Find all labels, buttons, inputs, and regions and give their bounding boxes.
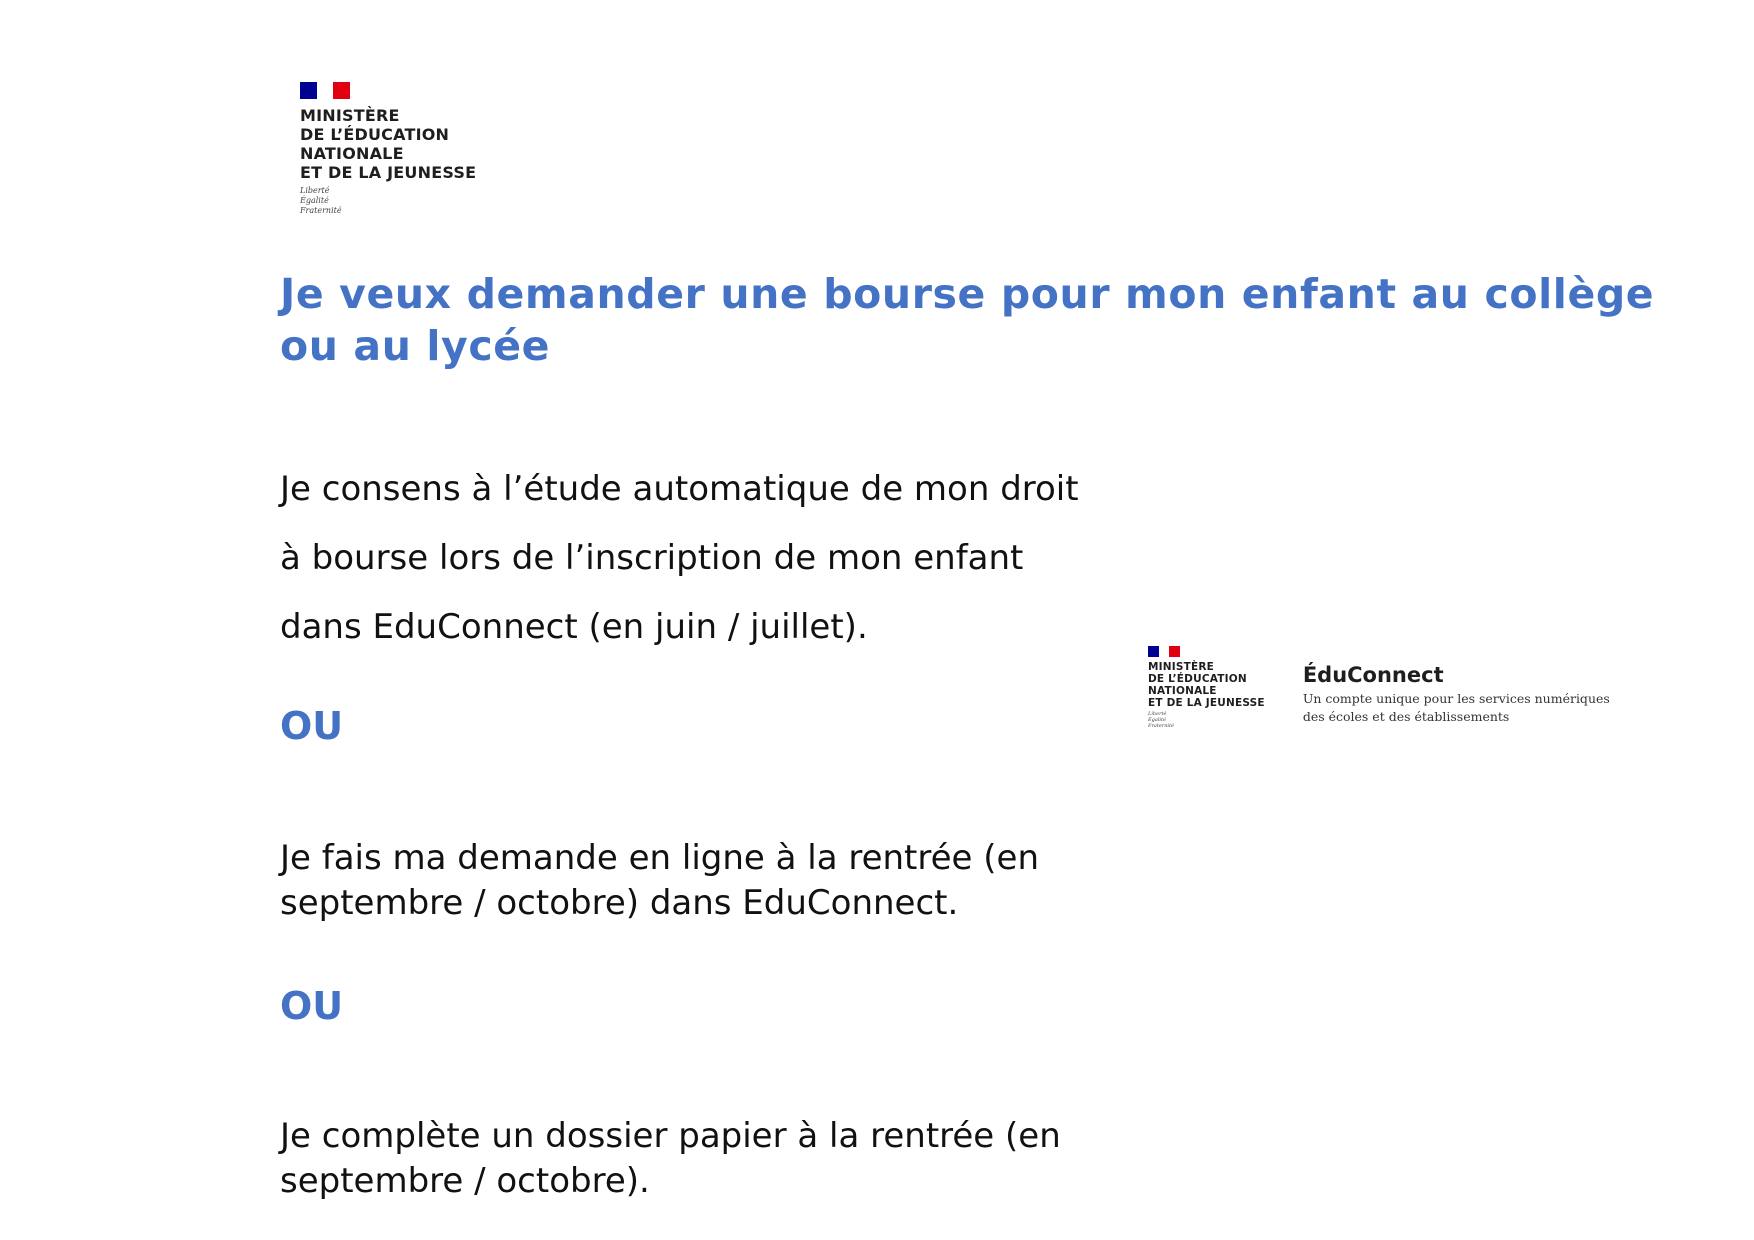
motto-line: Fraternité — [300, 206, 342, 215]
page-title: Je veux demander une bourse pour mon enfant au collège ou au lycée — [280, 270, 1655, 370]
ministry-name-line: DE L’ÉDUCATION — [1148, 673, 1247, 685]
motto-line: Liberté — [1148, 711, 1167, 717]
french-flag-icon — [1148, 646, 1180, 657]
option-text-line: à bourse lors de l’inscription de mon enfant — [280, 538, 1024, 578]
tagline-line: Un compte unique pour les services numériques — [1302, 691, 1610, 706]
republic-motto — [1148, 711, 1265, 729]
educonnect-tagline — [1303, 690, 1610, 726]
tagline-line: des écoles et des établissements — [1302, 709, 1510, 724]
option-text-line: septembre / octobre) dans EduConnect. — [280, 883, 959, 923]
ministry-name-line: ET DE LA JEUNESSE — [300, 163, 477, 182]
ministry-logo — [300, 82, 476, 216]
option-automatic-study — [280, 455, 1079, 662]
ministry-name-line: NATIONALE — [300, 144, 404, 163]
educonnect-ministry-block — [1148, 646, 1265, 729]
ministry-name — [1148, 661, 1265, 709]
option-text-line: Je consens à l’étude automatique de mon droit — [280, 469, 1079, 509]
option-text-line: dans EduConnect (en juin / juillet). — [280, 607, 868, 647]
ministry-name-line: MINISTÈRE — [1148, 661, 1215, 673]
motto-line: Égalité — [300, 196, 329, 205]
educonnect-logo — [1148, 646, 1610, 729]
ministry-name-line: MINISTÈRE — [300, 106, 400, 125]
motto-line: Liberté — [300, 186, 330, 195]
ministry-name-line: DE L’ÉDUCATION — [300, 125, 450, 144]
option-text-line: septembre / octobre). — [280, 1161, 650, 1201]
ministry-name-line: NATIONALE — [1148, 685, 1217, 697]
motto-line: Égalité — [1148, 717, 1166, 723]
motto-line: Fraternité — [1148, 723, 1174, 729]
or-separator: OU — [280, 984, 344, 1028]
ministry-name-line: ET DE LA JEUNESSE — [1148, 697, 1265, 709]
educonnect-brand — [1303, 662, 1610, 726]
or-separator: OU — [280, 704, 344, 748]
french-flag-icon — [300, 82, 350, 99]
option-text-line: Je fais ma demande en ligne à la rentrée (en — [280, 838, 1039, 878]
educonnect-name: ÉduConnect — [1302, 663, 1444, 687]
ministry-name — [300, 106, 476, 182]
republic-motto — [300, 186, 476, 216]
option-paper-file — [280, 1114, 1061, 1204]
option-online-request — [280, 836, 1039, 926]
option-text-line: Je complète un dossier papier à la rentrée (en — [280, 1116, 1061, 1156]
